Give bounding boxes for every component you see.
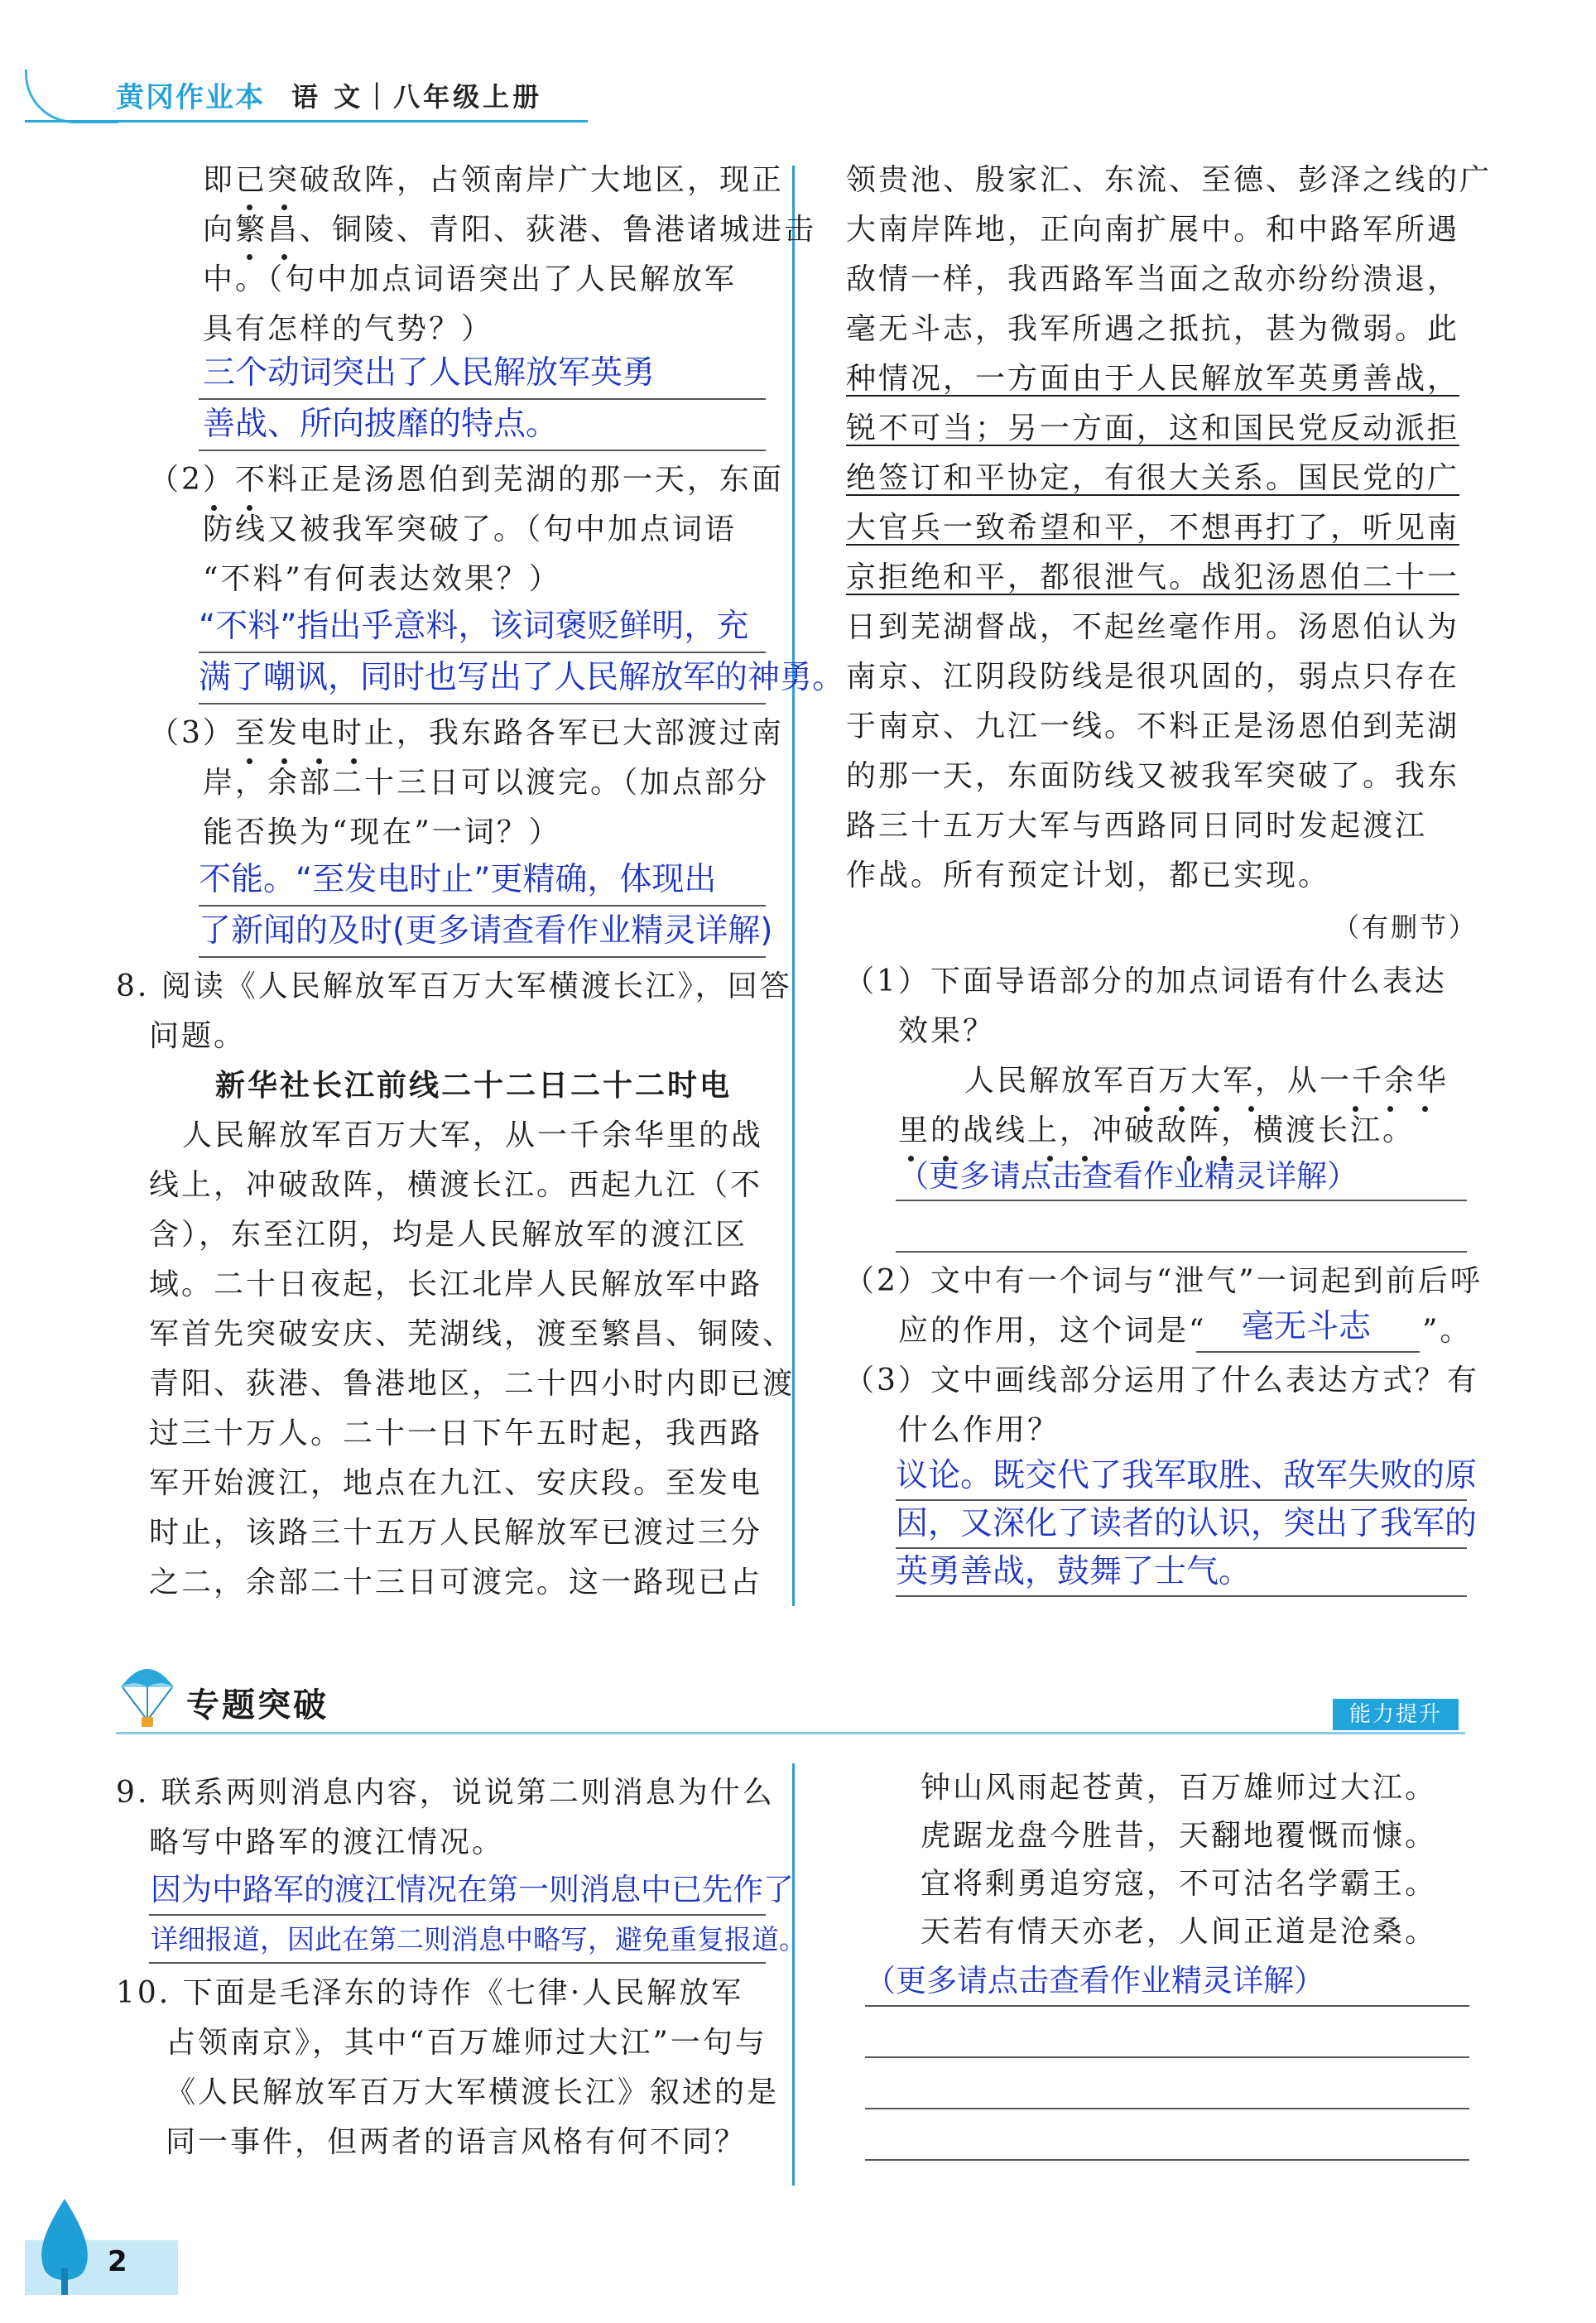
- q7-2-answer: 满了嘲讽，同时也写出了人民解放军的神勇。: [199, 659, 845, 696]
- header-rule: [25, 120, 588, 123]
- q8-3-answer: 议论。既交代了我军取胜、敌军失败的原: [896, 1457, 1478, 1494]
- answer-line: [865, 2056, 1469, 2058]
- q9-line: 9. 联系两则消息内容，说说第二则消息为什么: [116, 1776, 775, 1810]
- answer-line: [896, 1499, 1467, 1501]
- answer-line: [199, 905, 766, 907]
- q8-body-line: 南京、江阴段防线是很巩固的，弱点只存在: [846, 660, 1460, 694]
- emphasis-dot: [281, 204, 287, 210]
- abridged-note: （有删节）: [1333, 911, 1478, 943]
- q8-body-line: 军开始渡江，地点在九江、安庆段。至发电: [149, 1466, 763, 1500]
- q8-1-answer[interactable]: （更多请点击查看作业精灵详解）: [898, 1158, 1358, 1194]
- q10-answer[interactable]: （更多请点击查看作业精灵详解）: [865, 1963, 1324, 1998]
- q10-line: 10. 下面是毛泽东的诗作《七律·人民解放军: [116, 1976, 744, 2010]
- column-divider: [792, 1763, 795, 2186]
- book-title: 黄冈作业本: [116, 81, 265, 114]
- q8-underlined-line: 锐不可当；另一方面，这和国民党反动派拒: [846, 411, 1460, 445]
- answer-line: [149, 1914, 766, 1916]
- q7-1-answer: 三个动词突出了人民解放军英勇: [203, 354, 656, 392]
- q10-line: 同一事件，但两者的语言风格有何不同？: [166, 2125, 748, 2159]
- q8-body-line: 人民解放军百万大军，从一千余华里的战: [182, 1118, 764, 1152]
- answer-line: [1196, 1351, 1420, 1353]
- answer-line: [896, 1251, 1467, 1253]
- q8-body-line: 敌情一样，我西路军当面之敌亦纷纷溃退，: [846, 262, 1460, 296]
- emphasis-dot: [1179, 1106, 1185, 1112]
- q8-2-line: （2）文中有一个词与“泄气”一词起到前后呼: [844, 1264, 1483, 1298]
- q8-3-line: 什么作用？: [898, 1413, 1060, 1447]
- q8-underlined-line: 种情况，一方面由于人民解放军英勇善战，: [846, 362, 1460, 396]
- answer-line: [199, 398, 766, 400]
- emphasis-dot: [281, 254, 287, 260]
- poem-line: 天若有情天亦老，人间正道是沧桑。: [921, 1915, 1438, 1949]
- q8-body-line: 大南岸阵地，正向南扩展中。和中路军所遇: [846, 213, 1460, 247]
- q9-answer: 详细报道，因此在第二则消息中略写，避免重复报道。: [151, 1923, 806, 1955]
- answer-line: [865, 2005, 1469, 2007]
- q8-3-line: （3）文中画线部分运用了什么表达方式？有: [844, 1364, 1479, 1397]
- q8-underlined-line: 绝签订和平协定，有很大关系。国民党的广: [846, 461, 1460, 495]
- q9-answer: 因为中路军的渡江情况在第一则消息中已先作了: [151, 1872, 794, 1907]
- q10-line: 占领南京》，其中“百万雄师过大江”一句与: [166, 2026, 767, 2060]
- q7-1-line: 具有怎样的气势？）: [203, 312, 494, 346]
- emphasis-dot: [247, 254, 252, 260]
- emphasis-dot: [247, 758, 252, 764]
- q8-body-line: 域。二十日夜起，长江北岸人民解放军中路: [149, 1267, 763, 1301]
- q8-body-line: 日到芜湖督战，不起丝毫作用。汤恩伯认为: [846, 610, 1460, 644]
- emphasis-dot: [247, 204, 252, 210]
- q7-2-line: （2）不料正是汤恩伯到芜湖的那一天，东面: [149, 463, 784, 497]
- q7-2-answer: “不料”指出乎意料，该词褒贬鲜明，充: [199, 608, 749, 645]
- q7-3-answer: 不能。“至发电时止”更精确，体现出: [199, 861, 717, 898]
- q8-body-line: 于南京、九江一线。不料正是汤恩伯到芜湖: [846, 709, 1460, 743]
- answer-line: [896, 1595, 1467, 1597]
- q8-body-line: 路三十五万大军与西路同日同时发起渡江: [846, 809, 1428, 843]
- answer-line: [199, 652, 766, 653]
- q8-2-answer: 毫无斗志: [1242, 1308, 1372, 1345]
- answer-line: [865, 2108, 1469, 2109]
- q8-body-line: 毫无斗志，我军所遇之抵抗，甚为微弱。此: [846, 312, 1460, 346]
- parachute-icon: [114, 1656, 180, 1730]
- q8-body-line: 时止，该路三十五万人民解放军已渡过三分: [149, 1516, 763, 1550]
- q8-intro: 8. 阅读《人民解放军百万大军横渡长江》，回答: [116, 969, 792, 1003]
- q8-body-line: 军首先突破安庆、芜湖线，渡至繁昌、铜陵、: [149, 1317, 796, 1351]
- q8-body-line: 的那一天，东面防线又被我军突破了。我东: [846, 759, 1460, 793]
- q8-body-line: 线上，冲破敌阵，横渡长江。西起九江（不: [149, 1168, 763, 1202]
- answer-line: [865, 2159, 1469, 2161]
- q7-3-line: 能否换为“现在”一词？）: [203, 815, 561, 849]
- q8-body-line: 之二，余部二十三日可渡完。这一路现已占: [149, 1566, 763, 1599]
- emphasis-dot: [1422, 1106, 1428, 1112]
- q8-intro: 问题。: [149, 1019, 247, 1053]
- q8-dateline: 新华社长江前线二十二日二十二时电: [215, 1069, 733, 1103]
- q8-1-quote: 人民解放军百万大军，从一千余华: [964, 1064, 1449, 1098]
- page-number: 2: [108, 2245, 127, 2278]
- q8-body-line: 领贵池、殷家汇、东流、至德、彭泽之线的广: [846, 163, 1493, 197]
- poem-line: 虎踞龙盘今胜昔，天翻地覆慨而慷。: [921, 1819, 1438, 1853]
- q9-line: 略写中路军的渡江情况。: [149, 1825, 505, 1859]
- answer-line: [199, 703, 766, 705]
- q8-underlined-line: 京拒绝和平，都很泄气。战犯汤恩伯二十一: [846, 560, 1460, 594]
- emphasis-dot: [1214, 1106, 1219, 1112]
- emphasis-dot: [1387, 1106, 1393, 1112]
- q7-3-line: 岸，余部二十三日可以渡完。（加点部分: [203, 766, 770, 800]
- answer-line: [896, 1200, 1467, 1201]
- poem-line: 钟山风雨起苍黄，百万雄师过大江。: [921, 1771, 1438, 1805]
- emphasis-dot: [211, 505, 217, 511]
- q8-2-line-end: ”。: [1422, 1314, 1473, 1348]
- emphasis-dot: [281, 758, 287, 764]
- level-badge: 能力提升: [1333, 1699, 1459, 1730]
- header-decoration: [25, 70, 118, 123]
- q8-3-answer: 因，又深化了读者的认识，突出了我军的: [896, 1505, 1478, 1542]
- subject-grade: 语 文｜八年级上册: [291, 81, 543, 113]
- q8-2-line: 应的作用，这个词是“: [898, 1314, 1207, 1348]
- q7-1-line: 中。（句中加点词语突出了人民解放军: [203, 262, 738, 296]
- emphasis-dot: [316, 758, 322, 764]
- emphasis-dot: [351, 758, 357, 764]
- answer-line: [199, 450, 766, 451]
- emphasis-dot: [1353, 1106, 1358, 1112]
- emphasis-dot: [1248, 1106, 1254, 1112]
- q7-2-line: 防线又被我军突破了。（句中加点词语: [203, 512, 738, 546]
- q7-2-line: “不料”有何表达效果？）: [203, 562, 561, 596]
- q7-1-line: 即已突破敌阵，占领南岸广大地区，现正: [203, 163, 785, 197]
- q8-body-line: 青阳、荻港、鲁港地区，二十四小时内即已渡: [149, 1367, 796, 1401]
- poem-line: 宜将剩勇追穷寇，不可沽名学霸王。: [921, 1867, 1438, 1901]
- q8-3-answer: 英勇善战，鼓舞了士气。: [896, 1553, 1252, 1590]
- answer-line: [896, 1547, 1467, 1549]
- q7-3-answer: 了新闻的及时(更多请查看作业精灵详解): [199, 912, 773, 950]
- q7-3-line: （3）至发电时止，我东路各军已大部渡过南: [149, 716, 784, 750]
- q7-1-line: 向繁昌、铜陵、青阳、荻港、鲁港诸城进击: [203, 213, 817, 247]
- q8-1-line: 效果？: [898, 1014, 996, 1048]
- emphasis-dot: [1144, 1106, 1150, 1112]
- q8-underlined-line: 大官兵一致希望和平，不想再打了，听见南: [846, 511, 1460, 545]
- answer-line: [149, 1962, 766, 1964]
- tree-icon: [31, 2197, 98, 2297]
- answer-line: [199, 956, 766, 958]
- q8-body-line: 含），东至江阴，均是人民解放军的渡江区: [149, 1218, 748, 1252]
- q7-1-answer: 善战、所向披靡的特点。: [203, 406, 559, 443]
- emphasis-dot: [247, 505, 252, 511]
- q8-body-line: 作战。所有预定计划，都已实现。: [846, 858, 1331, 892]
- q8-1-line: （1）下面导语部分的加点词语有什么表达: [844, 964, 1447, 998]
- q10-line: 《人民解放军百万大军横渡长江》叙述的是: [166, 2075, 780, 2109]
- q8-body-line: 过三十万人。二十一日下午五时起，我西路: [149, 1416, 763, 1450]
- section-title: 专题突破: [186, 1686, 329, 1724]
- q8-1-quote: 里的战线上，冲破敌阵，横渡长江。: [898, 1113, 1416, 1147]
